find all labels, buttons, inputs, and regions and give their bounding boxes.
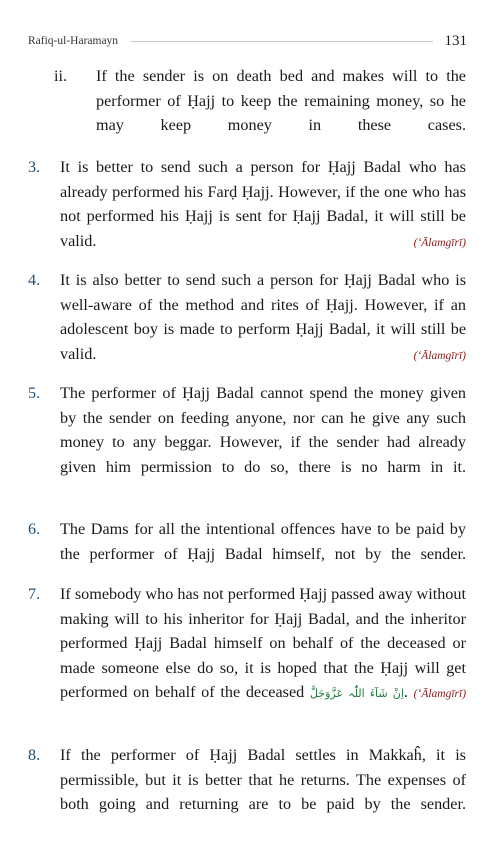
page-header: [28, 30, 467, 52]
running-title: Rafiq-ul-Haramayn: [28, 35, 119, 47]
item-text-body: It is better to send such a person for Ḥajj Badal who has already performed his Farḍ Ḥajj. However, if the one who has not performed his Ḥajj is sent for Ḥajj Badal, it will still be valid.: [60, 158, 466, 250]
list-item: [28, 268, 466, 393]
item-marker: 8.: [28, 746, 41, 764]
item-text: If the performer of Ḥajj Badal settles in Makkaĥ, it is permissible, but it is better that he returns. The expenses of both going and returning are to be paid by the sender.: [60, 746, 466, 813]
citation: (‘Ālamgīrī): [413, 349, 466, 362]
citation: (‘Ālamgīrī): [413, 688, 467, 700]
list-item: [54, 64, 466, 162]
item-marker: 3.: [28, 158, 41, 176]
item-marker: 6.: [28, 520, 41, 538]
list-item: [28, 582, 467, 731]
item-text: [60, 155, 466, 280]
item-text: The performer of Ḥajj Badal cannot spend the money given by the sender on feeding anyone, nor can he give any such money to any beggar. However, if the sender had already given him permission to do so, there is no harm in it.: [60, 384, 466, 476]
item-text: The Dams for all the intentional offences have to be paid by the performer of Ḥajj Badal himself, not by the sender.: [60, 520, 466, 563]
item-marker: 7.: [28, 585, 41, 603]
item-marker: 4.: [28, 271, 41, 289]
item-text: If the sender is on death bed and makes will to the performer of Ḥajj to keep the remaining money, so he may keep money in these cases.: [96, 67, 466, 134]
list-item: [28, 743, 466, 841]
list-item: [28, 381, 466, 504]
item-text: [60, 268, 466, 393]
arabic-phrase: اِنْ شَآءَ اللّٰہ عَزَّوَجَلَّ: [309, 687, 404, 700]
list-item: [28, 517, 466, 591]
citation: (‘Ālamgīrī): [413, 236, 466, 249]
item-text-body: It is also better to send such a person for Ḥajj Badal who is well-aware of the method and rites of Ḥajj. However, if an adolescent boy is made to perform Ḥajj Badal, it will still be valid.: [60, 271, 466, 363]
item-text-body: If somebody who has not performed Ḥajj passed away without making will to his inheritor for Ḥajj Badal, and the inheritor performed Ḥajj Badal himself on behalf of the deceased or made someone else do so, it is hoped that the Ḥajj will get performed on behalf of the deceased: [60, 585, 466, 701]
item-marker: 5.: [28, 384, 41, 402]
page-number: 131: [444, 32, 467, 49]
list-item: [28, 155, 466, 280]
item-text: If somebody who has not performed Ḥajj passed away without making will to his inheritor for Ḥajj Badal, and the inheritor performed Ḥajj Badal himself on behalf of the deceased or made someone else do so, it is hoped that the Ḥajj will get performed on behalf of the deceased اِنْ شَآءَ اللّٰہ عَزَّوَجَلَّ. (‘Ālamgīrī): [60, 585, 467, 701]
header-rule: [130, 41, 432, 42]
item-marker: ii.: [54, 67, 68, 85]
